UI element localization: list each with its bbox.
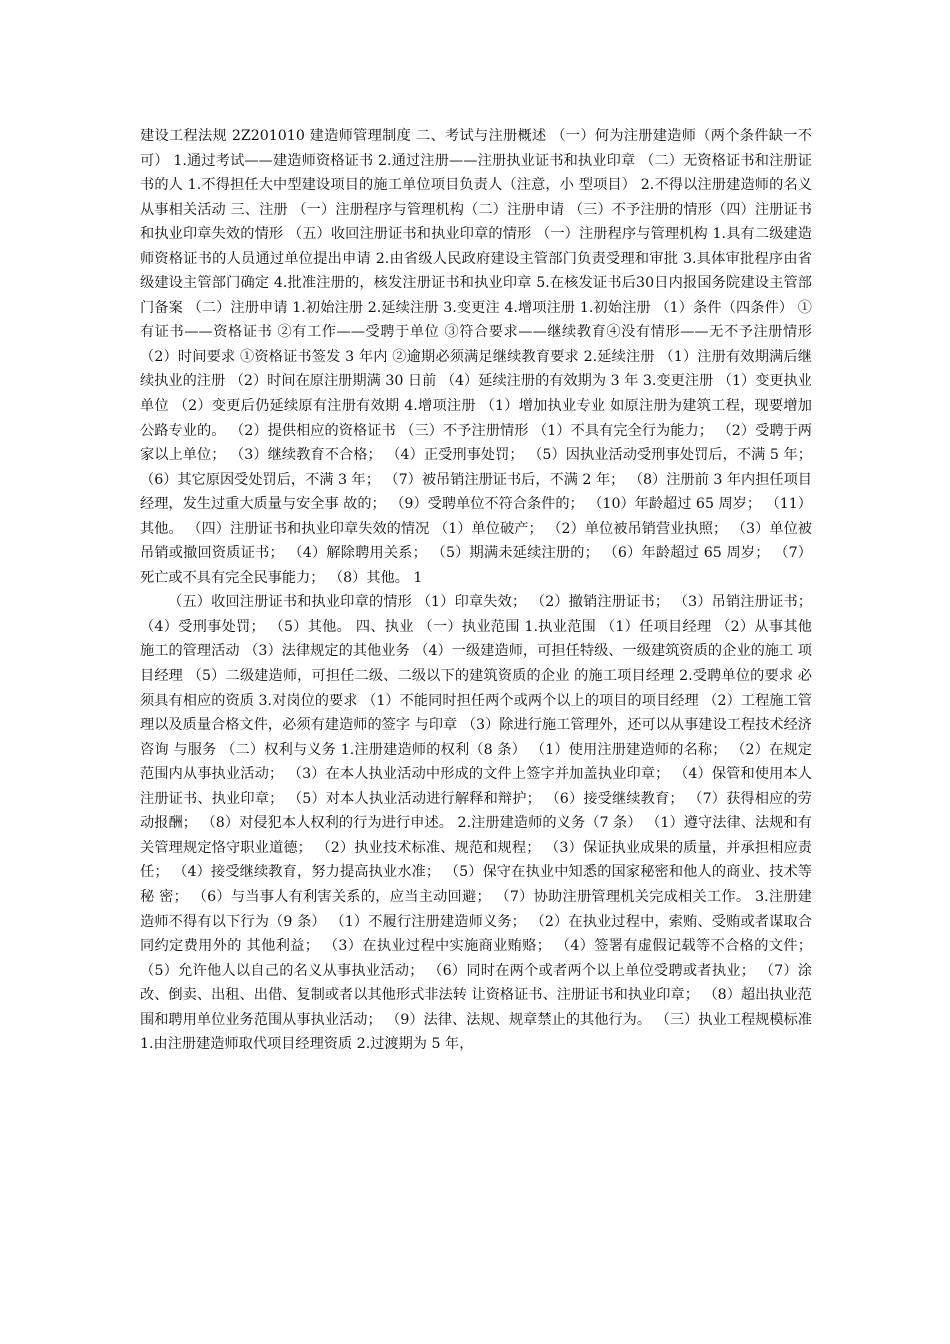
document-body (140, 124, 812, 1057)
paragraph-registration: 建设工程法规 2Z201010 建造师管理制度 二、考试与注册概述 （一）何为注册建造师（两个条件缺一不可） 1.通过考试——建造师资格证书 2.通过注册——注册执业证书和执业印章 （二）无资格证书和注册证书的人 1.不得担任大中型建设项目的施工单位项目负责人（注意，小 型项目） 2.不得以注册建造师的名义从事相关活动 三、注册 （一）注册程序与管理机构（二）注册申请 （三）不予注册的情形（四）注册证书和执业印章失效的情形 （五）收回注册证书和执业印章的情形 （一）注册程序与管理机构 1.具有二级建造师资格证书的人员通过单位提出申请 2.由省级人民政府建设主管部门负责受理和审批 3.具体审批程序由省级建设主管部门确定 4.批准注册的，核发注册证书和执业印章 5.在核发证书后30日内报国务院建设主管部门备案 （二）注册申请 1.初始注册 2.延续注册 3.变更注 4.增项注册 1.初始注册 （1）条件（四条件） ①有证书——资格证书 ②有工作——受聘于单位 ③符合要求——继续教育④没有情形——无不予注册情形 （2）时间要求 ①资格证书签发 3 年内 ②逾期必须满足继续教育要求 2.延续注册 （1）注册有效期满后继续执业的注册 （2）时间在原注册期满 30 日前 （4）延续注册的有效期为 3 年 3.变更注册 （1）变更执业单位 （2）变更后仍延续原有注册有效期 4.增项注册 （1）增加执业专业 如原注册为建筑工程，现要增加公路专业的。 （2）提供相应的资格证书 （三）不予注册情形 （1）不具有完全行为能力； （2）受聘于两家以上单位； （3）继续教育不合格； （4）正受刑事处罚； （5）因执业活动受刑事处罚后，不满 5 年； （6）其它原因受处罚后，不满 3 年； （7）被吊销注册证书后，不满 2 年； （8）注册前 3 年内担任项目经理，发生过重大质量与安全事 故的； （9）受聘单位不符合条件的； （10）年龄超过 65 周岁； （11）其他。 （四）注册证书和执业印章失效的情况 （1）单位破产； （2）单位被吊销营业执照； （3）单位被吊销或撤回资质证书； （4）解除聘用关系； （5）期满未延续注册的； （6）年龄超过 65 周岁； （7）死亡或不具有完全民事能力； （8）其他。 1 (140, 128, 812, 586)
paragraph-practice: （五）收回注册证书和执业印章的情形 （1）印章失效； （2）撤销注册证书； （3）吊销注册证书； （4）受刑事处罚； （5）其他。 四、执业 （一）执业范围 1.执业范围 （1）任项目经理 （2）从事其他施工的管理活动 （3）法律规定的其他业务 （4）一级建造师，可担任特级、一级建筑资质的企业的施工 项目经理 （5）二级建造师，可担任二级、二级以下的建筑资质的企业 的施工项目经理 2.受聘单位的要求 必须具有相应的资质 3.对岗位的要求 （1）不能同时担任两个或两个以上的项目的项目经理 （2）工程施工管理以及质量合格文件，必须有建造师的签字 与印章 （3）除进行施工管理外，还可以从事建设工程技术经济咨询 与服务 （二）权利与义务 1.注册建造师的权利（8 条） （1）使用注册建造师的名称； （2）在规定范围内从事执业活动； （3）在本人执业活动中形成的文件上签字并加盖执业印章； （4）保管和使用本人注册证书、执业印章； （5）对本人执业活动进行解释和辩护； （6）接受继续教育； （7）获得相应的劳动报酬； （8）对侵犯本人权利的行为进行申述。 2.注册建造师的义务（7 条） （1）遵守法律、法规和有关管理规定恪守职业道德； （2）执业技术标准、规范和规程； （3）保证执业成果的质量，并承担相应责任； （4）接受继续教育，努力提高执业水准； （5）保守在执业中知悉的国家秘密和他人的商业、技术等秘 密； （6）与当事人有利害关系的，应当主动回避； （7）协助注册管理机关完成相关工作。 3.注册建造师不得有以下行为（9 条） （1）不履行注册建造师义务； （2）在执业过程中，索贿、受贿或者谋取合同约定费用外的 其他利益； （3）在执业过程中实施商业贿赂； （4）签署有虚假记载等不合格的文件； （5）允许他人以自己的名义从事执业活动； （6）同时在两个或者两个以上单位受聘或者执业； （7）涂改、倒卖、出租、出借、复制或者以其他形式非法转 让资格证书、注册证书和执业印章； （8）超出执业范围和聘用单位业务范围从事执业活动； （9）法律、法规、规章禁止的其他行为。 （三）执业工程规模标准 1.由注册建造师取代项目经理资质 2.过渡期为 5 年， (140, 594, 812, 1053)
